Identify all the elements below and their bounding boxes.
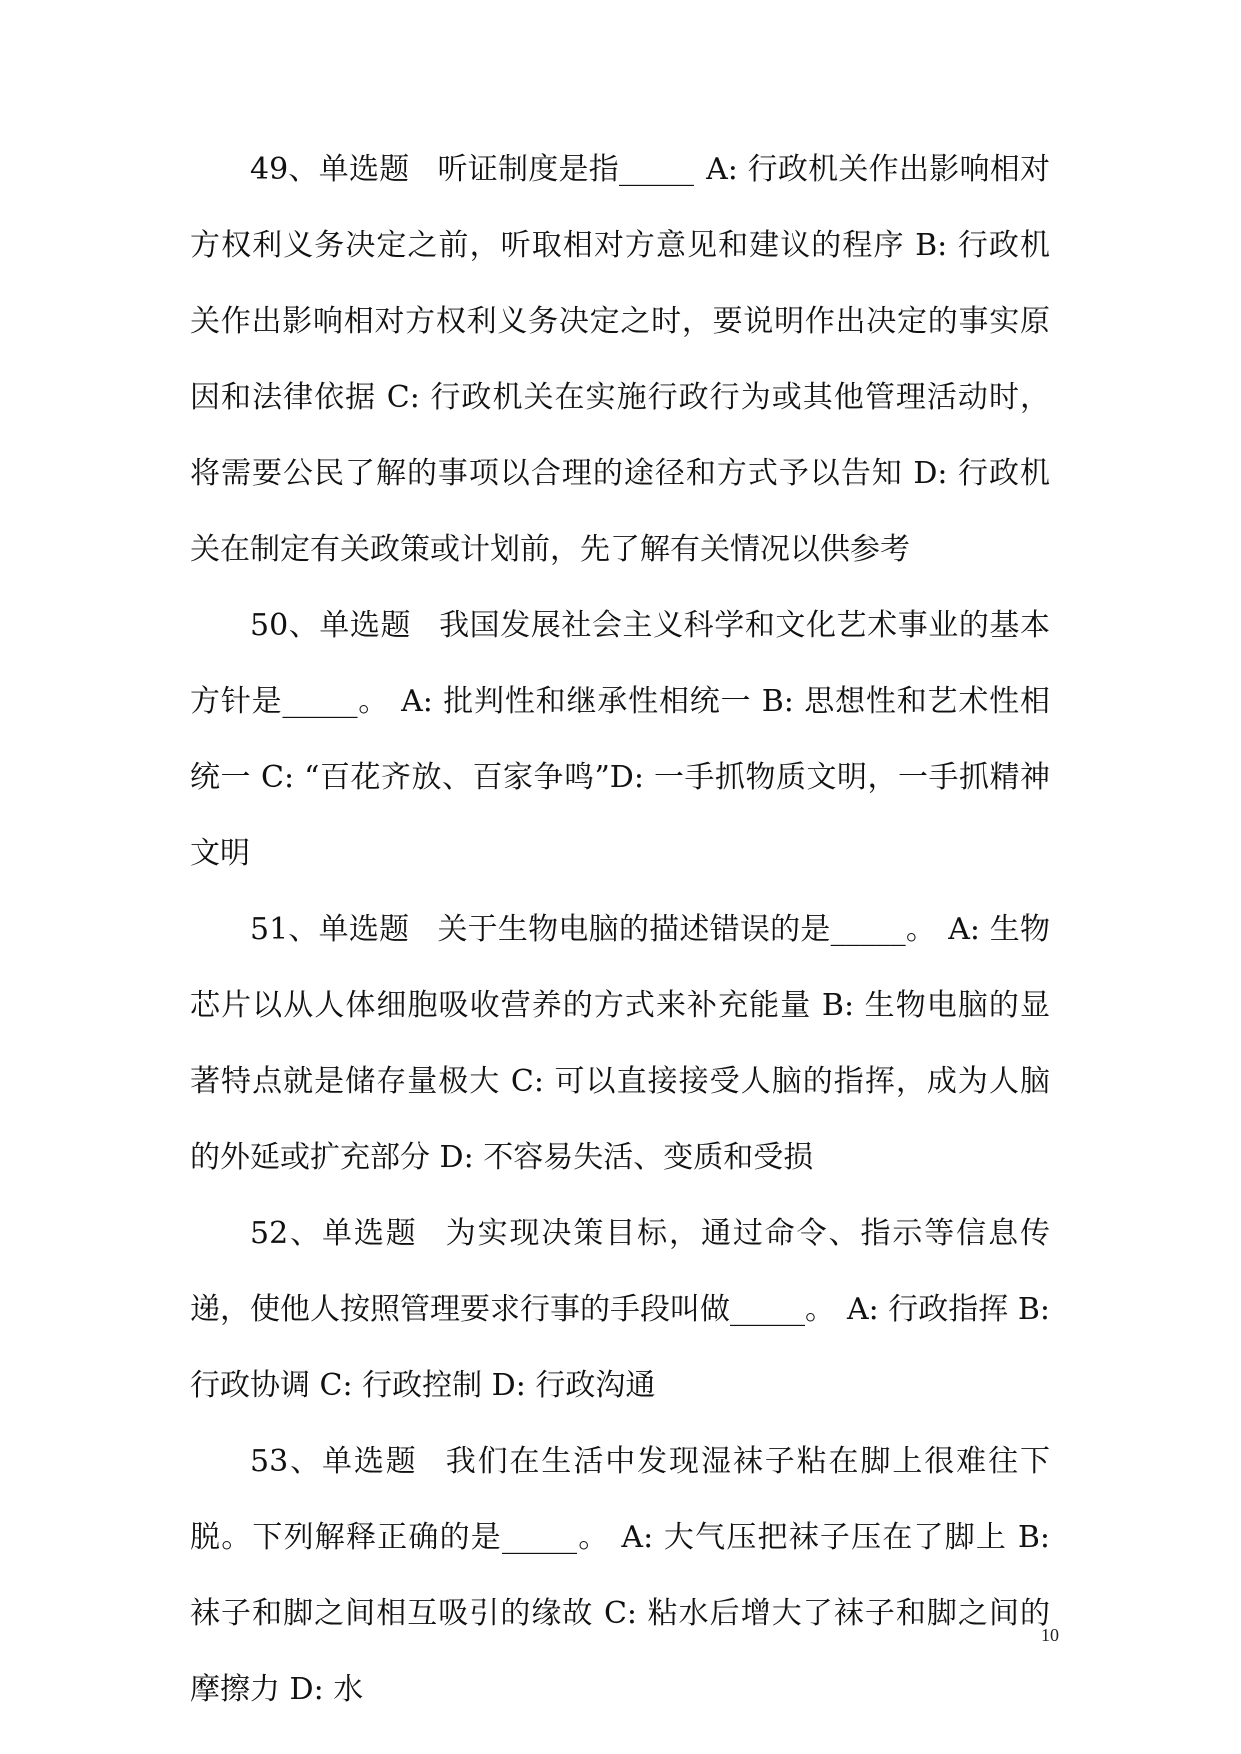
question-stem: 关于生物电脑的描述错误的是_____。 [437, 912, 937, 947]
question-header: 53、单选题 [250, 1444, 418, 1479]
question-51 [190, 892, 1050, 1196]
question-50 [190, 588, 1050, 892]
page-number: 10 [1041, 1625, 1059, 1645]
question-stem: 听证制度是指_____ [437, 152, 695, 187]
question-stem: 我国发展社会主义科学和文化艺术事业的基本方针是_____。 [190, 608, 1050, 719]
question-options: A: 批判性和继承性相统一 B: 思想性和艺术性相统一 C: “百花齐放、百家争鸣”D: 一手抓物质文明，一手抓精神文明 [190, 684, 1050, 871]
question-49 [190, 132, 1050, 588]
question-options: A: 行政机关作出影响相对方权利义务决定之前，听取相对方意见和建议的程序 B: 行政机关作出影响相对方权利义务决定之时，要说明作出决定的事实原因和法律依据 C: 行政机关在实施行政行为或其他管理活动时，将需要公民了解的事项以合理的途径和方式予以告知 D: 行政机关在制定有关政策或计划前，先了解有关情况以供参考 [190, 152, 1050, 567]
question-stem: 为实现决策目标，通过命令、指示等信息传递，使他人按照管理要求行事的手段叫做_____。 [190, 1216, 1050, 1327]
question-header: 51、单选题 [250, 912, 410, 947]
question-52 [190, 1196, 1050, 1424]
question-options: A: 行政指挥 B: 行政协调 C: 行政控制 D: 行政沟通 [190, 1292, 1050, 1403]
question-stem: 我们在生活中发现湿袜子粘在脚上很难往下脱。下列解释正确的是_____。 [190, 1444, 1050, 1555]
question-options: A: 生物芯片以从人体细胞吸收营养的方式来补充能量 B: 生物电脑的显著特点就是储存量极大 C: 可以直接接受人脑的指挥，成为人脑的外延或扩充部分 D: 不容易失活、变质和受损 [190, 912, 1050, 1175]
question-options: A: 大气压把袜子压在了脚上 B: 袜子和脚之间相互吸引的缘故 C: 粘水后增大了袜子和脚之间的摩擦力 D: 水 [190, 1520, 1051, 1707]
question-list [190, 132, 1050, 1728]
question-header: 50、单选题 [250, 608, 412, 643]
question-53 [190, 1424, 1050, 1728]
question-header: 52、单选题 [250, 1216, 418, 1251]
question-header: 49、单选题 [250, 152, 410, 187]
